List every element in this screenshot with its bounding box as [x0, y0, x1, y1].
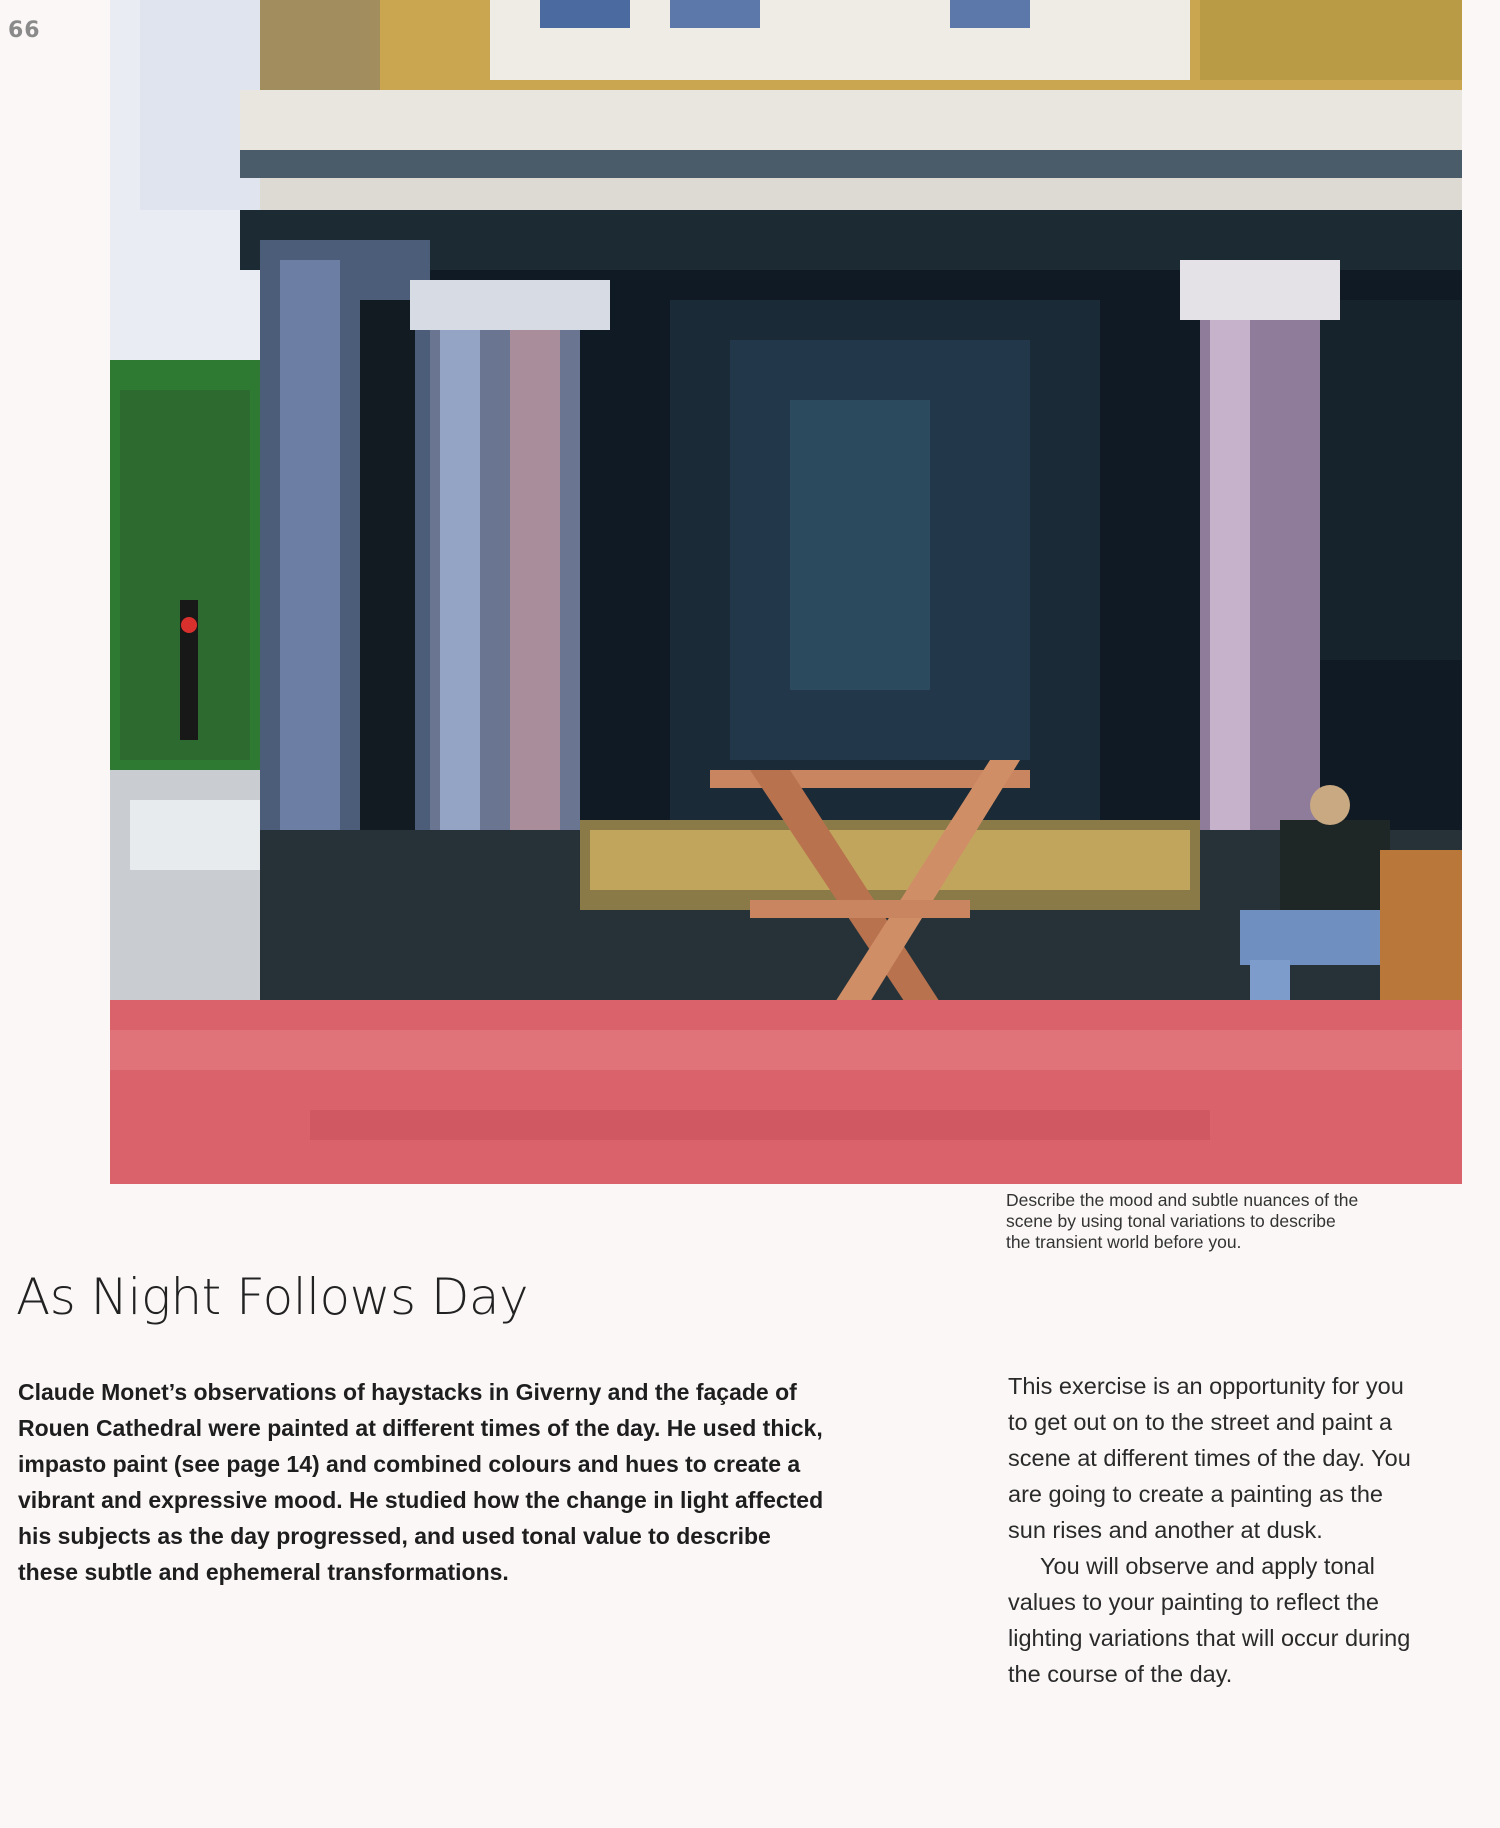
intro-paragraph	[18, 1374, 978, 1590]
body-line: values to your painting to reflect the	[1008, 1589, 1379, 1615]
page-title: As Night Follows Day	[16, 1268, 529, 1326]
body-line: You will observe and apply tonal	[1040, 1553, 1375, 1579]
intro-line: impasto paint (see page 14) and combined colours and hues to create a	[18, 1451, 801, 1477]
body-line: lighting variations that will occur during	[1008, 1625, 1411, 1651]
pavement	[110, 1000, 1462, 1184]
body-line: are going to create a painting as the	[1008, 1481, 1383, 1507]
body-line: scene at different times of the day. You	[1008, 1445, 1411, 1471]
body-line: sun rises and another at dusk.	[1008, 1517, 1323, 1543]
body-line: to get out on to the street and paint a	[1008, 1409, 1393, 1435]
intro-line: his subjects as the day progressed, and used tonal value to describe	[18, 1523, 771, 1549]
painting-illustration	[110, 0, 1462, 1184]
caption-line: the transient world before you.	[1006, 1232, 1242, 1252]
body-line: the course of the day.	[1008, 1661, 1233, 1687]
intro-line: Rouen Cathedral were painted at different times of the day. He used thick,	[18, 1415, 823, 1441]
painting-of-building-portico-icon	[110, 0, 1462, 1184]
body-line: This exercise is an opportunity for you	[1008, 1373, 1404, 1399]
caption-line: scene by using tonal variations to describe	[1006, 1211, 1336, 1231]
body-text	[1008, 1368, 1488, 1692]
intro-line: vibrant and expressive mood. He studied how the change in light affected	[18, 1487, 824, 1513]
intro-line: these subtle and ephemeral transformations.	[18, 1559, 509, 1585]
page-number: 66	[8, 18, 41, 43]
seated-figure	[1280, 820, 1390, 920]
caption-line: Describe the mood and subtle nuances of the	[1006, 1190, 1359, 1210]
intro-line: Claude Monet’s observations of haystacks in Giverny and the façade of	[18, 1379, 797, 1405]
image-caption	[1006, 1190, 1466, 1253]
cornice	[240, 90, 1462, 160]
